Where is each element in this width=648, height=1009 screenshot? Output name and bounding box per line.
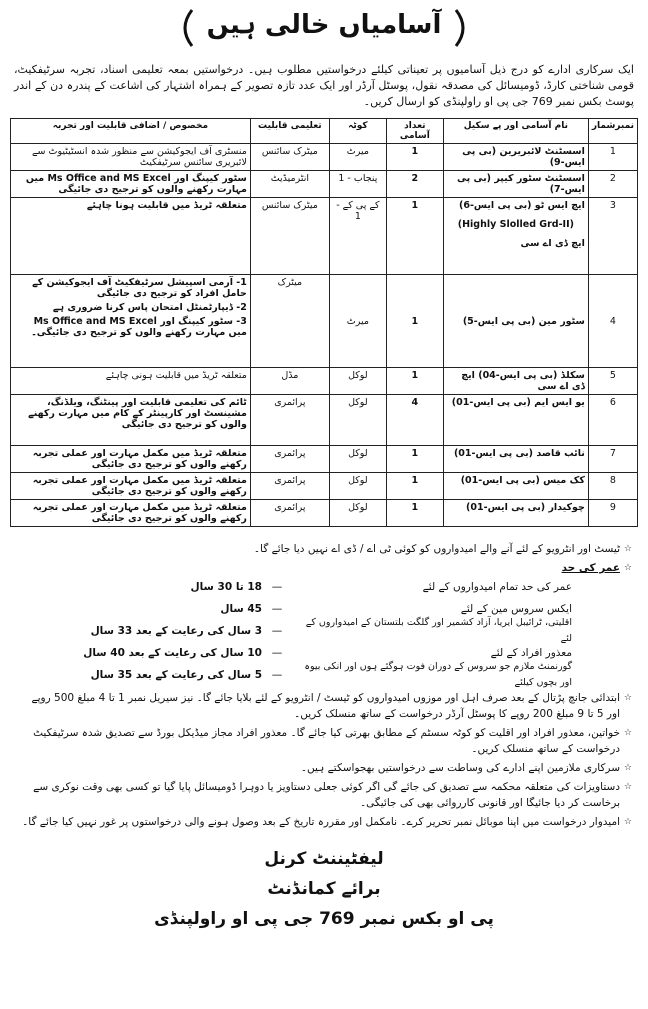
cell-count: 1	[386, 473, 443, 500]
cell-extra: ٹائم کی تعلیمی قابلیت اور پینٹنگ، ویلڈنگ، مشینسٹ اور کارپینٹر کے کام میں مہارت رکھنے والوں کو ترجیح دی جائیگی	[11, 395, 251, 446]
cell-name: یو ایس ایم (بی پی ایس-01)	[443, 395, 588, 446]
cell-qualification: پرائمری	[250, 500, 329, 527]
signature-address: پی او بکس نمبر 769 جی پی او راولپنڈی	[154, 909, 494, 929]
header-extra: مخصوص / اضافی قابلیت اور تجربہ	[11, 119, 251, 144]
cell-name: اسسٹنٹ سٹور کیپر (بی پی ایس-7)	[443, 171, 588, 198]
signature-designation: برائے کمانڈنٹ	[267, 879, 381, 899]
age-dash: —	[271, 603, 283, 615]
table-row	[11, 144, 638, 171]
cell-name: اسسٹنٹ لائبریرین (بی پی ایس-9)	[443, 144, 588, 171]
cell-extra-line2: 2- ڈیپارٹمنٹل امتحان پاس کرنا ضروری ہے	[52, 302, 247, 313]
cell-count: 4	[386, 395, 443, 446]
cell-quota: لوکل	[329, 473, 386, 500]
cell-count: 1	[386, 500, 443, 527]
cell-extra: متعلقہ ٹریڈ میں مکمل مہارت اور عملی تجربہ رکھنے والوں کو ترجیح دی جائیگی	[11, 473, 251, 500]
age-row	[16, 576, 632, 598]
age-label: ایکس سروس مین کے لئے	[460, 603, 572, 615]
cell-name: سٹور مین (بی پی ایس-5)	[443, 275, 588, 368]
cell-extra-line3: 3- سٹور کیپنگ اور Ms Office and MS Excel میں مہارت رکھنے والوں کو ترجیح دی جائیگی۔	[31, 316, 247, 338]
cell-sno: 3	[588, 198, 637, 275]
cell-count: 1	[386, 144, 443, 171]
cell-sno: 2	[588, 171, 637, 198]
age-label: عمر کی حد تمام امیدواروں کے لئے	[422, 581, 572, 593]
note-ta-da: ☆ ٹیسٹ اور انٹرویو کے لئے آنے والے امیدواروں کو کوئی ٹی اے / ڈی اے نہیں دیا جائے گا۔	[16, 541, 632, 557]
note-govt-employees: ☆ سرکاری ملازمین اپنے ادارے کی وساطت سے درخواستیں بھجواسکتے ہیں۔	[16, 760, 632, 776]
cell-quota: میرٹ	[329, 275, 386, 368]
note-quota: ☆ خواتین، معذور افراد اور اقلیت کو کوٹہ سسٹم کے مطابق بھرتی کیا جائے گا۔ معذور افراد مجاز میڈیکل بورڈ سے تصدیق شدہ سرٹیفکیٹ درخواست کے ساتھ منسلک کریں۔	[16, 725, 632, 757]
age-value: 5 سال کی رعایت کے بعد 35 سال	[90, 669, 262, 681]
note-screening: ☆ ابتدائی جانچ پڑتال کے بعد صرف اہل اور موزوں امیدواروں کو ٹیسٹ / انٹرویو کے لئے بلایا جائے گا۔ نیز سیریل نمبر 1 تا 4 مبلغ 500 روپے اور 5 تا 9 مبلغ 200 روپے کا پوسٹل آرڈر درخواست کے ساتھ منسلک کریں۔	[16, 690, 632, 722]
cell-quota: لوکل	[329, 395, 386, 446]
cell-sno: 9	[588, 500, 637, 527]
cell-extra-line1: 1- آرمی اسپیشل سرٹیفکیٹ آف ایجوکیشن کے حامل افراد کو ترجیح دی جائیگی	[32, 277, 247, 299]
cell-qualification: مڈل	[250, 368, 329, 395]
table-row	[11, 171, 638, 198]
cell-qualification: پرائمری	[250, 395, 329, 446]
table-row	[11, 473, 638, 500]
header-count: تعداد آسامی	[386, 119, 443, 144]
table-header-row	[11, 119, 638, 144]
cell-sno: 6	[588, 395, 637, 446]
cell-count: 1	[386, 446, 443, 473]
age-value: 3 سال کی رعایت کے بعد 33 سال	[90, 625, 262, 637]
intro-paragraph: ایک سرکاری ادارے کو درج ذیل آسامیوں پر تعیناتی کیلئے درخواستیں مطلوب ہیں۔ درخواستیں بمعہ تعلیمی اسناد، تجربہ سرٹیفکیٹ، قومی شناختی کارڈ، ڈومیسائل کی مصدقہ نقول، پوسٹل آرڈر اور ایک عدد تازہ تصویر کے ہمراہ اشتہار کی اشاعت کے پندرہ دن کے اندر پوسٹ بکس نمبر 769 جی پی او راولپنڈی کو ارسال کریں۔	[14, 63, 634, 108]
title-area	[10, 8, 638, 56]
signature-rank: لیفٹیننٹ کرنل	[264, 849, 384, 869]
age-limit-block	[16, 560, 632, 686]
cell-quota: لوکل	[329, 446, 386, 473]
cell-quota: کے پی کے - 1	[329, 198, 386, 275]
table-row	[11, 395, 638, 446]
header-name: نام آسامی اور پے سکیل	[443, 119, 588, 144]
header-qualification: تعلیمی قابلیت	[250, 119, 329, 144]
header-quota: کوٹہ	[329, 119, 386, 144]
cell-name-line1: ایچ ایس ٹو (بی پی ایس-6)	[459, 200, 585, 211]
cell-name: سکلڈ (بی پی ایس-04) ایچ ڈی اے سی	[443, 368, 588, 395]
cell-extra: منسٹری آف ایجوکیشن سے منظور شدہ انسٹیٹیوٹ سے لائبریری سائنس سرٹیفکیٹ	[11, 144, 251, 171]
cell-qualification: میٹرک	[250, 275, 329, 368]
age-label: معذور افراد کے لئے	[490, 647, 572, 659]
signature-block	[10, 844, 638, 934]
cell-extra: متعلقہ ٹریڈ میں مکمل مہارت اور عملی تجربہ رکھنے والوں کو ترجیح دی جائیگی	[11, 446, 251, 473]
cell-name-line3: ایچ ڈی اے سی	[520, 238, 585, 249]
cell-extra: متعلقہ ٹریڈ میں مکمل مہارت اور عملی تجربہ رکھنے والوں کو ترجیح دی جائیگی	[11, 500, 251, 527]
age-row	[16, 661, 632, 688]
table-row	[11, 500, 638, 527]
cell-sno: 4	[588, 275, 637, 368]
cell-name: کک میس (بی پی ایس-01)	[443, 473, 588, 500]
title-bracket-decoration	[174, 6, 474, 50]
page-title: آسامیاں خالی ہیں	[206, 10, 442, 40]
cell-count: 2	[386, 171, 443, 198]
table-row	[11, 446, 638, 473]
cell-sno: 1	[588, 144, 637, 171]
cell-extra	[11, 275, 251, 368]
cell-sno: 5	[588, 368, 637, 395]
table-row	[11, 275, 638, 368]
age-label: اقلیتی، ٹرائیبل ایریا، آزاد کشمیر اور گلگت بلتستان کے امیدواروں کے لئے	[305, 617, 572, 644]
age-value: 45 سال	[220, 603, 262, 615]
cell-extra: متعلقہ ٹریڈ میں قابلیت ہونی چاہئے	[11, 368, 251, 395]
age-value: 18 تا 30 سال	[190, 581, 262, 593]
notes-section	[16, 541, 632, 830]
age-dash: —	[271, 581, 283, 593]
cell-name-line2: (Highly Slolled Grd-II)	[457, 219, 574, 230]
cell-count: 1	[386, 368, 443, 395]
vacancy-table	[10, 118, 638, 527]
cell-qualification: انٹرمیڈیٹ	[250, 171, 329, 198]
cell-sno: 7	[588, 446, 637, 473]
age-label: گورنمنٹ ملازم جو سروس کے دوران فوت ہوگئے ہوں اور انکی بیوہ اور بچوں کیلئے	[304, 661, 572, 688]
cell-name: چوکیدار (بی پی ایس-01)	[443, 500, 588, 527]
age-row	[16, 617, 632, 644]
cell-name	[443, 198, 588, 275]
cell-extra: سٹور کیپنگ اور Ms Office and MS Excel میں مہارت رکھنے والوں کو ترجیح دی جائیگی	[11, 171, 251, 198]
cell-qualification: میٹرک سائنس	[250, 144, 329, 171]
age-dash: —	[271, 669, 283, 681]
note-document-verification: ☆ دستاویزات کی متعلقہ محکمہ سے تصدیق کی جائے گی اگر کوئی جعلی دستاویز یا دوہرا ڈومیسائل پایا گیا تو کسی بھی وقت نوکری سے برخاست کر دیا جائیگا اور قانونی کارروائی بھی کی جائیگی۔	[16, 779, 632, 811]
age-limit-heading: ☆ عمر کی حد	[16, 560, 632, 576]
cell-qualification: پرائمری	[250, 473, 329, 500]
table-row	[11, 368, 638, 395]
cell-quota: لوکل	[329, 500, 386, 527]
age-dash: —	[271, 625, 283, 637]
table-row	[11, 198, 638, 275]
cell-count: 1	[386, 275, 443, 368]
header-sno: نمبرشمار	[588, 119, 637, 144]
cell-sno: 8	[588, 473, 637, 500]
cell-count: 1	[386, 198, 443, 275]
age-value: 10 سال کی رعایت کے بعد 40 سال	[83, 647, 262, 659]
cell-quota: پنجاب - 1	[329, 171, 386, 198]
note-mobile-number: ☆ امیدوار درخواست میں اپنا موبائل نمبر تحریر کرے۔ نامکمل اور مقررہ تاریخ کے بعد وصول ہونے والی درخواستوں پر غور نہیں کیا جائے گا۔	[16, 814, 632, 830]
cell-quota: لوکل	[329, 368, 386, 395]
cell-quota: میرٹ	[329, 144, 386, 171]
cell-extra: متعلقہ ٹریڈ میں قابلیت ہونا چاہئے	[11, 198, 251, 275]
cell-qualification: میٹرک سائنس	[250, 198, 329, 275]
cell-qualification: پرائمری	[250, 446, 329, 473]
cell-name: نائب قاصد (بی پی ایس-01)	[443, 446, 588, 473]
age-dash: —	[271, 647, 283, 659]
